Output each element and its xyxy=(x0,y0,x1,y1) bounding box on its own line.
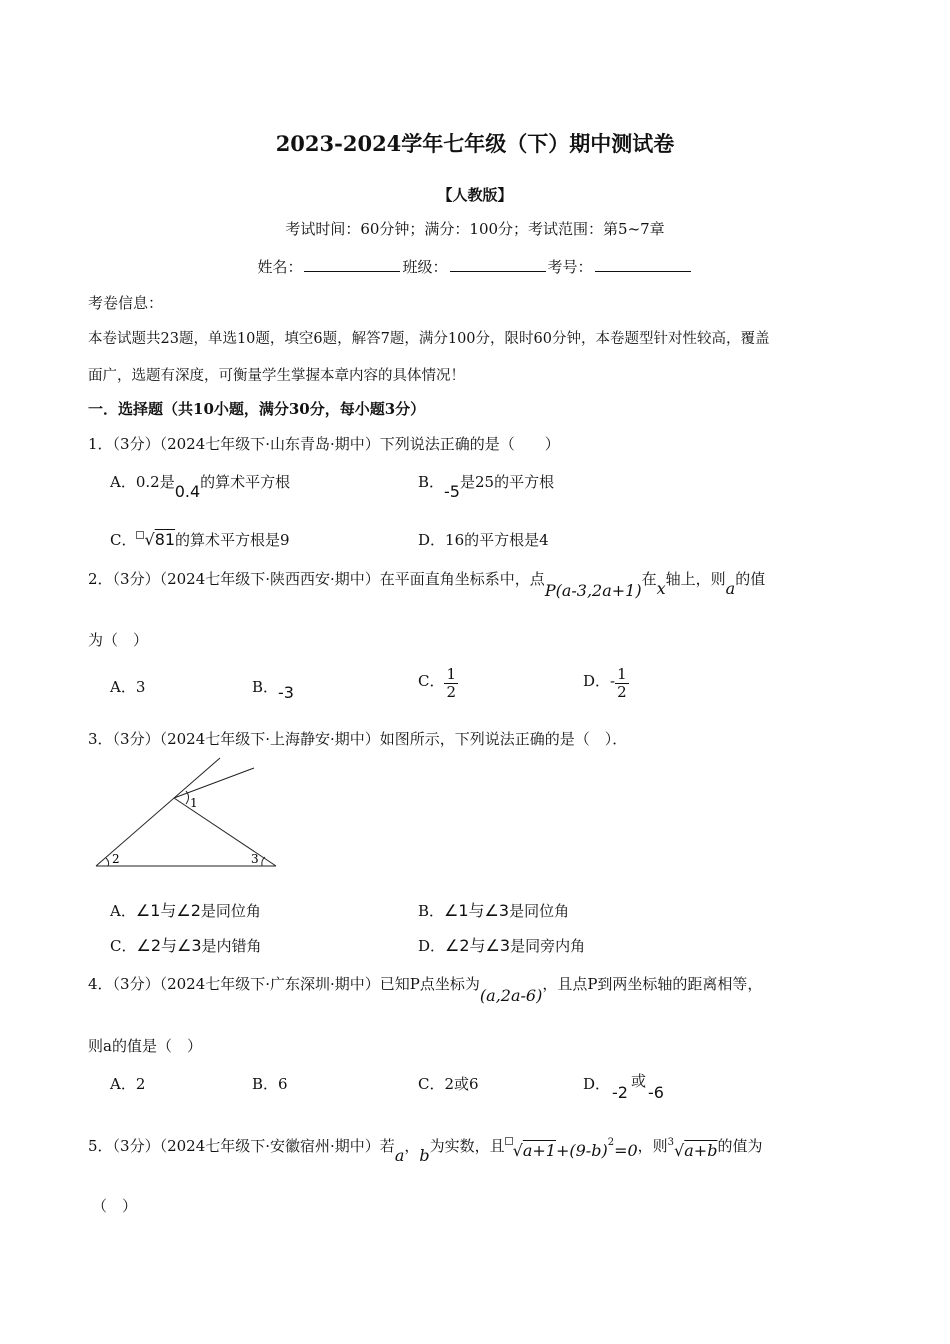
q4-stem-prefix: 4．（3分）（2024七年级下·广东深圳·期中）已知P点坐标为 xyxy=(88,975,480,993)
question-5-stem-line2: （ ） xyxy=(92,1197,138,1215)
q1-a-suffix: 的算术平方根 xyxy=(200,473,291,491)
edition-label: 【人教版】 xyxy=(437,186,513,204)
q2-option-c[interactable] xyxy=(418,666,458,701)
q3-option-c[interactable] xyxy=(110,933,262,956)
q3-figure xyxy=(90,756,290,874)
question-4-stem-line2: 则a的值是（ ） xyxy=(88,1037,202,1055)
q2-stem-mid: 在 xyxy=(641,570,657,588)
notes-line2: 面广，选题有深度，可衡量学生掌握本章内容的具体情况！ xyxy=(88,368,465,384)
q2-c-fraction xyxy=(444,666,458,701)
notes-heading: 考卷信息： xyxy=(88,294,164,312)
q5-comma: ， xyxy=(404,1137,420,1155)
class-label: 班级： xyxy=(402,258,448,276)
q2-d-denominator: 2 xyxy=(617,683,627,701)
q4-d-prefix: D． xyxy=(583,1075,611,1093)
q2-var: a xyxy=(725,579,736,598)
question-2-stem xyxy=(88,568,766,600)
q1-option-c[interactable] xyxy=(110,529,290,550)
q1-option-a[interactable] xyxy=(110,471,291,501)
page-title: 2023-2024学年七年级（下）期中测试卷 xyxy=(275,131,675,156)
q1-b-suffix: 是25的平方根 xyxy=(459,473,555,491)
sqrt-icon: √ xyxy=(144,530,155,549)
angle-label-2: 2 xyxy=(112,852,120,866)
q1-b-math: -5 xyxy=(444,482,460,501)
q5-stem-mid2: ，则 xyxy=(637,1137,668,1155)
q3-c-math: ∠2与∠3 xyxy=(136,936,202,955)
q3-b-math: ∠1与∠3 xyxy=(444,901,510,920)
root-index-placeholder-q5 xyxy=(505,1137,513,1145)
q1-option-d[interactable]: D．16的平方根是4 xyxy=(418,531,549,549)
q3-a-suffix: 是同位角 xyxy=(200,902,261,920)
q1-option-b[interactable] xyxy=(418,471,555,501)
q1-b-prefix: B． xyxy=(418,473,445,491)
q2-d-fraction xyxy=(615,666,629,701)
q5-root-index: 3 xyxy=(667,1137,675,1148)
q1-c-prefix: C． xyxy=(110,531,137,549)
notes-line1: 本卷试题共23题，单选10题，填空6题，解答7题，满分100分，限时60分钟，本卷题型针对性较高，覆盖 xyxy=(88,331,770,347)
angle-label-3: 3 xyxy=(251,852,259,866)
q2-axis: x xyxy=(656,579,666,598)
q5-stem-prefix: 5．（3分）（2024七年级下·安徽宿州·期中）若 xyxy=(88,1137,395,1155)
ray-line xyxy=(174,768,254,798)
q2-point: P(a-3,2a+1) xyxy=(544,581,642,600)
q3-d-prefix: D． xyxy=(418,937,446,955)
q2-b-math: -3 xyxy=(278,683,294,702)
q3-b-prefix: B． xyxy=(418,902,445,920)
q2-c-prefix: C． xyxy=(418,671,445,690)
cbrt-icon: √ xyxy=(674,1141,685,1160)
id-label: 考号： xyxy=(547,258,593,276)
q4-coord: (a,2a-6) xyxy=(479,986,543,1005)
transversal-line-left xyxy=(96,758,220,866)
question-5-stem xyxy=(88,1135,763,1165)
q2-d-sign: - xyxy=(610,671,616,690)
q1-c-radicand: 81 xyxy=(154,530,176,549)
sqrt-icon-q5: √ xyxy=(512,1141,523,1160)
question-1-stem: 1．（3分）（2024七年级下·山东青岛·期中）下列说法正确的是（ ） xyxy=(88,435,560,453)
exam-info: 考试时间：60分钟；满分：100分；考试范围：第5~7章 xyxy=(285,220,665,238)
q2-option-a[interactable]: A．3 xyxy=(110,678,146,696)
q3-d-math: ∠2与∠3 xyxy=(445,936,511,955)
angle-2-arc xyxy=(106,858,109,866)
q2-b-prefix: B． xyxy=(252,678,279,696)
section-heading: 一．选择题（共10小题，满分30分，每小题3分） xyxy=(88,400,426,418)
q5-var-b: b xyxy=(419,1146,430,1165)
q4-option-b[interactable]: B．6 xyxy=(252,1075,288,1093)
q2-d-numerator: 1 xyxy=(617,665,627,683)
q4-d-value-1: -2 xyxy=(612,1083,628,1102)
q5-stem-suffix: 的值为 xyxy=(717,1137,763,1155)
id-blank[interactable] xyxy=(595,257,691,272)
q5-root-body: a+b xyxy=(684,1141,718,1160)
q3-option-b[interactable] xyxy=(418,898,569,921)
q5-cond-exponent: 2 xyxy=(607,1137,615,1148)
q2-c-denominator: 2 xyxy=(446,683,457,701)
q2-option-b[interactable] xyxy=(252,676,294,702)
q2-stem-mid2: 轴上，则 xyxy=(665,570,726,588)
q2-stem-prefix: 2．（3分）（2024七年级下·陕西西安·期中）在平面直角坐标系中，点 xyxy=(88,570,545,588)
q5-cond-radicand: a+1 xyxy=(522,1141,556,1160)
q5-var-a: a xyxy=(394,1146,405,1165)
question-2-stem-line2: 为（ ） xyxy=(88,631,149,649)
q3-b-suffix: 是同位角 xyxy=(509,902,570,920)
q3-option-a[interactable] xyxy=(110,898,261,921)
class-blank[interactable] xyxy=(450,257,546,272)
q4-d-value-2: -6 xyxy=(648,1083,664,1102)
q3-c-suffix: 是内错角 xyxy=(201,937,262,955)
q5-cond-eq: =0 xyxy=(614,1141,638,1160)
q1-c-suffix: 的算术平方根是9 xyxy=(175,531,290,549)
q5-stem-mid: 为实数，且 xyxy=(429,1137,505,1155)
q4-d-or: 或 xyxy=(631,1072,647,1090)
q3-option-d[interactable] xyxy=(418,933,585,956)
q2-stem-suffix: 的值 xyxy=(735,570,766,588)
q3-d-suffix: 是同旁内角 xyxy=(510,937,586,955)
q1-a-math: 0.4 xyxy=(174,482,201,501)
q3-a-math: ∠1与∠2 xyxy=(135,901,201,920)
question-4-stem xyxy=(88,973,763,1005)
student-fields xyxy=(0,256,950,277)
question-3-stem: 3．（3分）（2024七年级下·上海静安·期中）如图所示，下列说法正确的是（ ）． xyxy=(88,730,628,748)
q2-d-prefix: D． xyxy=(583,671,611,690)
name-blank[interactable] xyxy=(304,257,400,272)
name-label: 姓名： xyxy=(257,258,303,276)
q4-stem-suffix: ，且点P到两坐标轴的距离相等， xyxy=(542,975,763,993)
q4-option-a[interactable]: A．2 xyxy=(110,1075,146,1093)
q3-a-prefix: A． xyxy=(110,902,136,920)
q2-option-d[interactable] xyxy=(583,666,629,701)
q3-c-prefix: C． xyxy=(110,937,137,955)
q5-cond-rest: +(9-b) xyxy=(555,1141,608,1160)
q4-option-d[interactable] xyxy=(583,1073,610,1094)
q2-c-numerator: 1 xyxy=(446,665,457,683)
angle-label-1: 1 xyxy=(190,796,198,810)
q1-a-prefix: A．0.2是 xyxy=(110,473,175,491)
q4-option-c[interactable]: C．2或6 xyxy=(418,1075,479,1093)
